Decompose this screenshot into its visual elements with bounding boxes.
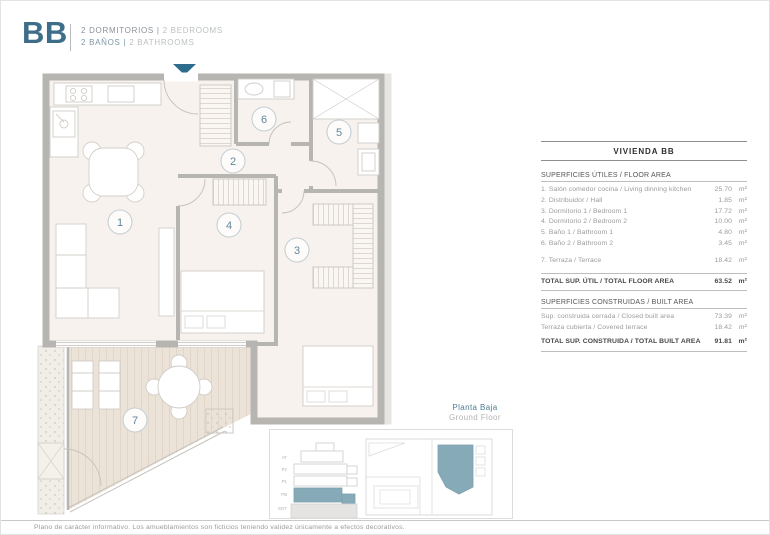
spec-bathrooms-en: 2 BATHROOMS xyxy=(126,38,195,47)
room-label-6 xyxy=(252,107,276,131)
unit-specs xyxy=(81,25,223,49)
table-row: 3. Dormitorio 1 / Bedroom 1 17.72 m² xyxy=(541,207,747,215)
bathroom2-fixtures xyxy=(238,79,294,99)
section-built-area xyxy=(541,299,747,351)
room-label-7 xyxy=(123,408,147,432)
svg-text:7: 7 xyxy=(131,415,139,427)
table-row: 6. Baño 2 / Bathroom 2 3.45 m² xyxy=(541,239,747,247)
floor-label-p2: P2 xyxy=(281,467,287,472)
svg-text:6: 6 xyxy=(260,114,268,126)
floor-name-label xyxy=(415,403,535,423)
highlighted-floor-pb xyxy=(294,488,342,502)
section-floor-area xyxy=(541,172,747,291)
svg-text:2: 2 xyxy=(229,156,237,168)
window-glazing xyxy=(56,341,246,347)
room-label-5 xyxy=(327,120,351,144)
area-table xyxy=(541,141,747,352)
svg-text:5: 5 xyxy=(335,127,343,139)
table-row: 5. Baño 1 / Bathroom 1 4.80 m² xyxy=(541,229,747,237)
table-row: Sup. construida cerrada / Closed built area 73.39 m² xyxy=(541,313,747,321)
spec-line-bathrooms xyxy=(81,37,223,49)
spec-line-bedrooms xyxy=(81,25,223,37)
site-plan-drawing xyxy=(270,430,512,518)
floor-label-sot: SOT xyxy=(277,506,287,511)
section-heading-built-area: SUPERFICIES CONSTRUIDAS / BUILT AREA xyxy=(541,299,747,309)
svg-text:4: 4 xyxy=(225,220,233,232)
building-section xyxy=(278,455,288,511)
site-plan xyxy=(269,429,513,519)
section-floors xyxy=(291,443,357,518)
room-label-3 xyxy=(285,238,309,262)
table-row: Terraza cubierta / Covered terrace 18.42 m² xyxy=(541,324,747,332)
svg-text:1: 1 xyxy=(116,217,124,229)
room-label-1 xyxy=(108,210,132,234)
floor-name-en: Ground Floor xyxy=(449,413,501,422)
floor-label-at: AT xyxy=(281,455,287,460)
svg-text:3: 3 xyxy=(293,245,301,257)
unit-type-logo: BB xyxy=(22,15,68,50)
dining-table xyxy=(83,142,144,202)
header-divider xyxy=(70,24,71,51)
hall-closet xyxy=(200,85,231,146)
section-heading-floor-area: SUPERFICIES ÚTILES / FLOOR AREA xyxy=(541,172,747,182)
tv-sideboard xyxy=(159,228,174,316)
floor-name-es: Planta Baja xyxy=(452,403,498,412)
key-plan xyxy=(366,439,492,515)
total-floor-area: TOTAL SUP. ÚTIL / TOTAL FLOOR AREA 63.52 m² xyxy=(541,273,747,292)
table-row: 2. Distribuidor / Hall 1.85 m² xyxy=(541,196,747,204)
room-label-4 xyxy=(217,213,241,237)
disclaimer: Plano de carácter informativo. Los amueblamientos son ficticios teniendo validez únicamente a efectos decorativos. xyxy=(1,520,770,531)
table-row: 1. Salón comedor cocina / Living dinning kitchen 25.70 m² xyxy=(541,186,747,193)
spec-bedrooms-en: 2 BEDROOMS xyxy=(159,26,223,35)
total-built-area: TOTAL SUP. CONSTRUIDA / TOTAL BUILT AREA 91.81 m² xyxy=(541,335,747,352)
neighbor-band xyxy=(385,74,392,425)
table-row: 4. Dormitorio 2 / Bedroom 2 10.00 m² xyxy=(541,218,747,226)
floor-label-pb: PB xyxy=(281,492,287,497)
spec-bathrooms-es: 2 BAÑOS | xyxy=(81,38,127,47)
spec-bedrooms-es: 2 DORMITORIOS | xyxy=(81,26,160,35)
floor-label-p1: P1 xyxy=(281,479,287,484)
table-title: VIVIENDA BB xyxy=(541,141,747,161)
room-label-2 xyxy=(221,149,245,173)
table-row: 7. Terraza / Terrace 18.42 m² xyxy=(541,256,747,264)
